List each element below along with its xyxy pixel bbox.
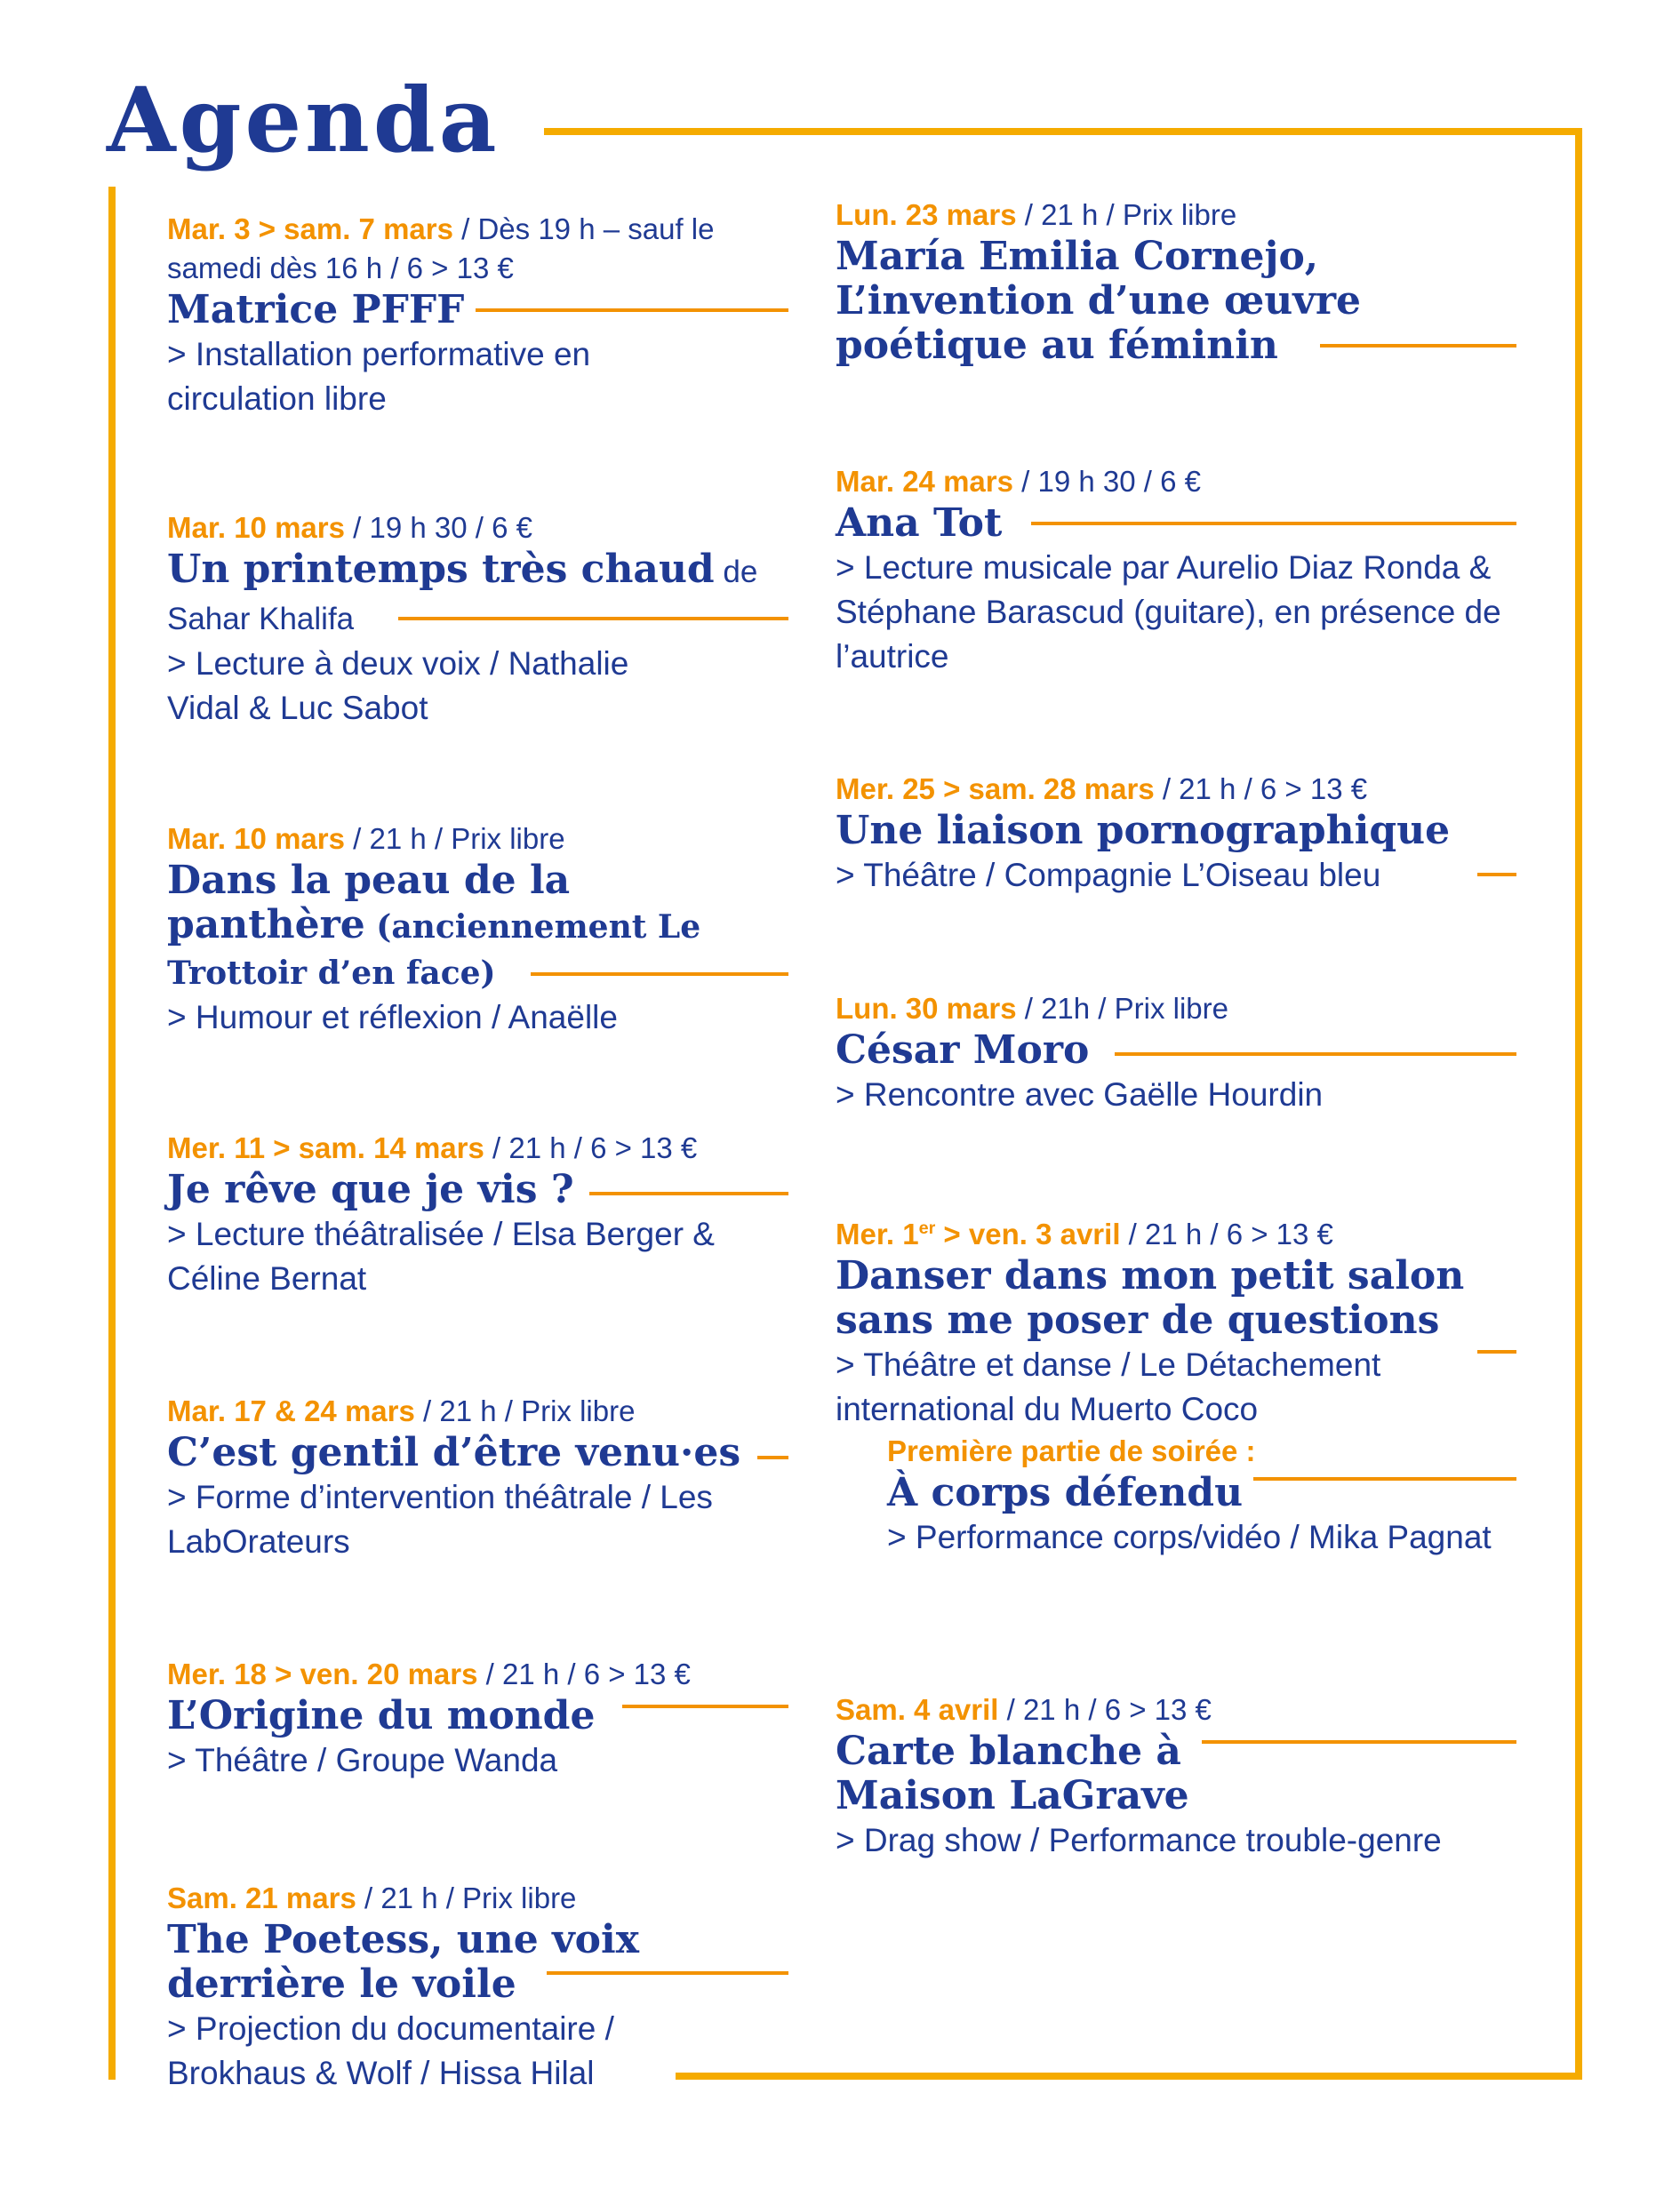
event-title-suffix: de Sahar Khalifa xyxy=(167,555,758,636)
event-je-reve xyxy=(167,1129,789,1301)
event-meta xyxy=(836,770,1547,809)
event-date xyxy=(836,1218,1120,1250)
event-title: Dans la peau de la panthère xyxy=(167,858,571,947)
event-date: Mar. 3 > sam. 7 mars xyxy=(167,212,453,245)
event-danser xyxy=(836,1209,1547,1560)
event-the-poetess xyxy=(167,1879,789,2096)
event-dans-la-peau xyxy=(167,819,789,1040)
event-matrice-pfff xyxy=(167,210,789,421)
event-cest-gentil xyxy=(167,1392,789,1564)
sub-description: > Performance corps/vidéo / Mika Pagnat xyxy=(887,1519,1492,1555)
event-date: Mer. 18 > ven. 20 mars xyxy=(167,1658,478,1690)
event-date: Mar. 24 mars xyxy=(836,465,1013,498)
title-rule xyxy=(589,1192,788,1195)
event-description: > Humour et réflexion / Anaëlle xyxy=(167,999,618,1035)
event-date: Sam. 21 mars xyxy=(167,1881,356,1914)
event-maria-emilia xyxy=(836,196,1547,368)
event-description: > Lecture à deux voix / Nathalie Vidal & Luc Sabot xyxy=(167,645,629,726)
event-description: > Lecture théâtralisée / Elsa Berger & Céline Bernat xyxy=(167,1216,715,1297)
title-rule xyxy=(622,1705,788,1708)
event-date: Mer. 11 > sam. 14 mars xyxy=(167,1131,484,1164)
title-rule xyxy=(1031,522,1516,525)
event-title: Ana Tot xyxy=(836,500,1003,546)
event-meta xyxy=(167,210,789,288)
event-meta xyxy=(836,1690,1547,1730)
event-une-liaison xyxy=(836,770,1547,898)
event-description: > Drag show / Performance trouble-genre xyxy=(836,1822,1442,1858)
event-origine-du-monde xyxy=(167,1655,789,1783)
event-info: / 21 h / 6 > 13 € xyxy=(1154,772,1368,805)
event-title: Matrice PFFF xyxy=(167,287,465,332)
event-sub-part xyxy=(887,1432,1547,1560)
event-description: > Théâtre / Compagnie L’Oiseau bleu xyxy=(836,857,1381,893)
event-info: / 19 h 30 / 6 € xyxy=(1012,465,1201,498)
title-rule xyxy=(1320,344,1516,348)
event-meta xyxy=(836,462,1547,501)
event-info: / 21h / Prix libre xyxy=(1016,992,1229,1025)
event-date: Mar. 10 mars xyxy=(167,511,345,544)
event-date: Lun. 23 mars xyxy=(836,198,1017,231)
event-title-note: (anciennement Le Trottoir d’en face) xyxy=(167,908,701,992)
event-meta xyxy=(167,1879,789,1918)
event-info: / 21 h / 6 > 13 € xyxy=(1120,1218,1333,1250)
title-rule xyxy=(1115,1052,1516,1056)
event-info: / Dès 19 h – sauf le samedi dès 16 h / 6 > 13 € xyxy=(167,212,715,284)
sub-title: À corps défendu xyxy=(887,1470,1244,1515)
frame-top-rule xyxy=(544,128,1582,135)
title-rule xyxy=(547,1971,788,1975)
title-rule xyxy=(1477,1350,1516,1354)
event-title: Je rêve que je vis ? xyxy=(167,1167,574,1212)
event-meta xyxy=(836,1209,1547,1254)
page-title: Agenda xyxy=(107,68,500,172)
event-info: / 19 h 30 / 6 € xyxy=(344,511,532,544)
event-date: Mar. 17 & 24 mars xyxy=(167,1394,415,1427)
event-title: C’est gentil d’être venu·es xyxy=(167,1430,741,1475)
title-rule xyxy=(757,1456,788,1459)
event-title: The Poetess, une voix derrière le voile xyxy=(167,1917,639,2007)
event-carte-blanche xyxy=(836,1690,1547,1863)
event-ana-tot xyxy=(836,462,1547,679)
event-info: / 21 h / Prix libre xyxy=(344,822,565,855)
event-date: Mer. 25 > sam. 28 mars xyxy=(836,772,1155,805)
sub-label: Première partie de soirée : xyxy=(887,1434,1256,1467)
event-info: / 21 h / Prix libre xyxy=(1016,198,1237,231)
event-description: > Théâtre et danse / Le Détachement international du Muerto Coco xyxy=(836,1346,1381,1427)
frame-bottom-rule xyxy=(676,2073,1582,2080)
event-title: Danser dans mon petit salon sans me poser de questions xyxy=(836,1253,1465,1343)
event-date: Mar. 10 mars xyxy=(167,822,345,855)
event-info: / 21 h / Prix libre xyxy=(414,1394,636,1427)
event-date: Lun. 30 mars xyxy=(836,992,1017,1025)
event-meta xyxy=(167,508,789,547)
sub-title-rule xyxy=(1253,1477,1516,1481)
event-title: L’Origine du monde xyxy=(167,1693,596,1738)
frame-left-rule xyxy=(108,187,116,2080)
event-info: / 21 h / Prix libre xyxy=(356,1881,577,1914)
event-date-start: Mer. 1 xyxy=(836,1218,919,1250)
event-description: > Forme d’intervention théâtrale / Les LabOrateurs xyxy=(167,1479,713,1560)
event-description: > Projection du documentaire / Brokhaus & Wolf / Hissa Hilal xyxy=(167,2010,614,2091)
event-info: / 21 h / 6 > 13 € xyxy=(477,1658,691,1690)
title-rule xyxy=(531,972,788,976)
event-description: > Rencontre avec Gaëlle Hourdin xyxy=(836,1076,1324,1113)
event-meta xyxy=(836,989,1547,1028)
title-rule xyxy=(476,308,788,312)
event-date: Sam. 4 avril xyxy=(836,1693,999,1726)
event-title: María Emilia Cornejo, L’invention d’une œuvre poétique au féminin xyxy=(836,234,1361,368)
event-description: > Théâtre / Groupe Wanda xyxy=(167,1742,558,1778)
event-title: Carte blanche à Maison LaGrave xyxy=(836,1729,1189,1818)
title-rule xyxy=(1477,873,1516,876)
event-meta xyxy=(167,819,789,859)
event-description: > Installation performative en circulation libre xyxy=(167,336,591,417)
event-meta xyxy=(167,1129,789,1168)
event-meta xyxy=(836,196,1547,235)
event-description: > Lecture musicale par Aurelio Diaz Ronda & Stéphane Barascud (guitare), en présence de l’autrice xyxy=(836,549,1501,675)
event-title-block xyxy=(167,547,780,642)
frame-right-rule xyxy=(1575,128,1582,2080)
event-title: César Moro xyxy=(836,1027,1090,1073)
event-date-ordinal: er xyxy=(918,1218,936,1238)
event-info: / 21 h / 6 > 13 € xyxy=(998,1693,1212,1726)
title-rule xyxy=(1202,1740,1516,1744)
title-rule xyxy=(398,617,788,620)
event-title: Un printemps très chaud xyxy=(167,547,715,592)
event-date-end: > ven. 3 avril xyxy=(935,1218,1121,1250)
event-title: Une liaison pornographique xyxy=(836,808,1451,853)
event-info: / 21 h / 6 > 13 € xyxy=(484,1131,698,1164)
event-meta xyxy=(167,1655,789,1694)
event-meta xyxy=(167,1392,789,1431)
